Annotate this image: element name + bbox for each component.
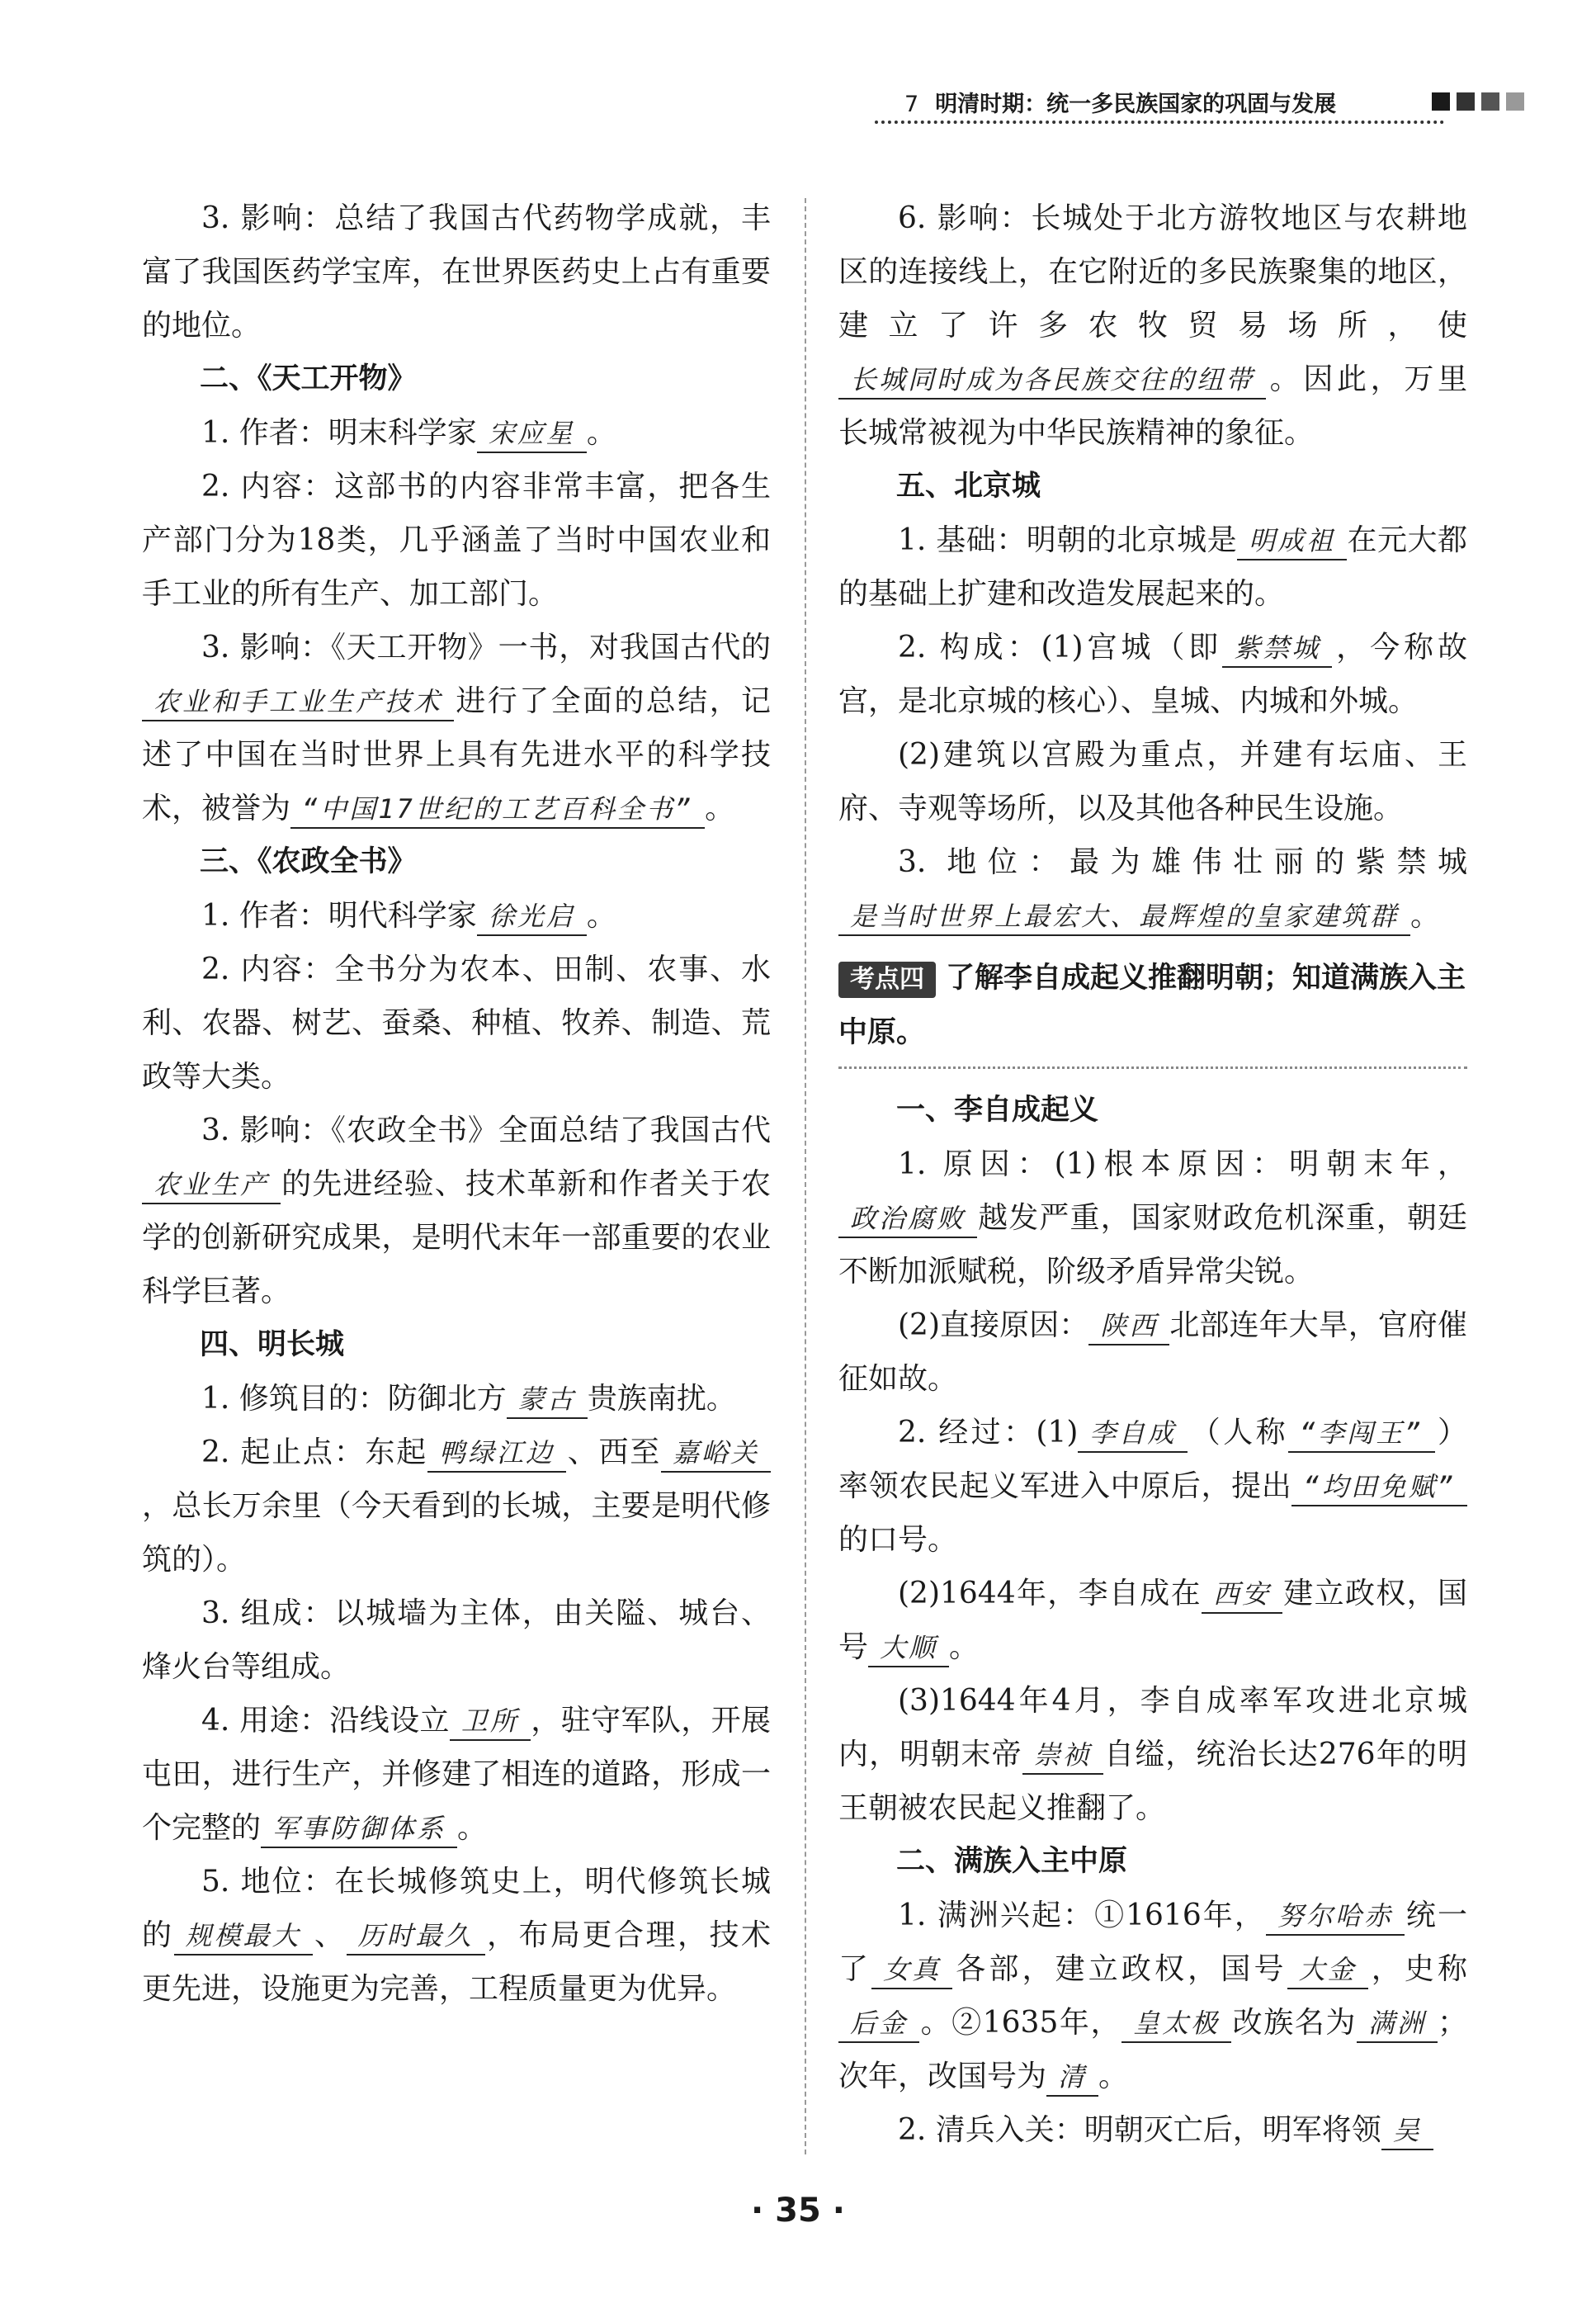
paragraph: 1. 作者：明代科学家 徐光启 。 xyxy=(142,889,771,943)
paragraph: (2)建筑以宫殿为重点，并建有坛庙、王府、寺观等场所，以及其他各种民生设施。 xyxy=(838,738,1467,825)
handwritten-answer: 鸭绿江边 xyxy=(427,1435,566,1473)
handwritten-answer: 农业生产 xyxy=(142,1166,281,1204)
handwritten-answer: “李闯王” xyxy=(1288,1415,1435,1453)
handwritten-answer: 大金 xyxy=(1287,1951,1368,1989)
section-heading: 二、满族入主中原 xyxy=(896,1845,1128,1878)
chapter-number: 7 xyxy=(904,92,919,117)
paragraph: 3. 影响：《天工开物》一书，对我国古代的农业和手工业生产技术 进行了全面的总结，记述了中国在当时世界上具有先进水平的科学技术，被誉为 “中国17世纪的工艺百科全书” 。 xyxy=(142,621,771,835)
paragraph: 1. 作者：明末科学家 宋应星 。 xyxy=(142,406,771,460)
handwritten-answer: 紫禁城 xyxy=(1222,630,1332,668)
paragraph: 1. 原因：(1)根本原因：明朝末年，政治腐败 越发严重，国家财政危机深重，朝廷不断加派赋税，阶级矛盾异常尖锐。 xyxy=(838,1147,1467,1289)
key-point-text: 了解李自成起义推翻明朝；知道满族入主中原。 xyxy=(838,962,1466,1049)
handwritten-answer: 徐光启 xyxy=(477,898,587,936)
handwritten-answer: 崇祯 xyxy=(1022,1737,1103,1775)
section-heading: 三、《农政全书》 xyxy=(200,845,417,878)
page-header xyxy=(875,79,1551,129)
handwritten-answer: 是当时世界上最宏大、最辉煌的皇家建筑群 xyxy=(838,898,1410,936)
handwritten-answer: 陕西 xyxy=(1088,1308,1169,1345)
handwritten-answer: 李自成 xyxy=(1078,1415,1188,1453)
paragraph: 2. 构成：(1)宫城（即 紫禁城 ，今称故宫，是北京城的核心）、皇城、内城和外城。 xyxy=(838,631,1467,718)
paragraph: 1. 修筑目的：防御北方 蒙古 贵族南扰。 xyxy=(142,1372,771,1426)
key-point-badge: 考点四 xyxy=(838,962,936,998)
handwritten-answer: 清 xyxy=(1046,2059,1098,2097)
header-dotted-rule xyxy=(875,121,1444,124)
paragraph: (2)1644年，李自成在 西安 建立政权，国号 大顺 。 xyxy=(838,1567,1467,1674)
handwritten-answer: 努尔哈赤 xyxy=(1266,1898,1405,1936)
handwritten-answer: 嘉峪关 xyxy=(661,1435,771,1473)
column-divider xyxy=(805,198,806,2154)
paragraph: (2)直接原因： 陕西 北部连年大旱，官府催征如故。 xyxy=(838,1308,1467,1396)
handwritten-answer: 规模最大 xyxy=(174,1918,313,1955)
section-heading: 五、北京城 xyxy=(896,470,1041,503)
paragraph: 1. 满洲兴起：①1616年， 努尔哈赤 统一了 女真 各部，建立政权，国号 大金 ，史称后金 。②1635年， 皇太极 改族名为 满洲 ；次年，改国号为 清 。 xyxy=(838,1889,1467,2103)
section-heading: 二、《天工开物》 xyxy=(200,362,417,395)
paragraph: 2. 经过：(1) 李自成 （人称 “李闯王” ）率领农民起义军进入中原后，提出 “均田免赋”的口号。 xyxy=(838,1416,1467,1557)
paragraph: 3. 影响：《农政全书》全面总结了我国古代农业生产 的先进经验、技术革新和作者关于农学的创新研究成果，是明代末年一部重要的农业科学巨著。 xyxy=(142,1114,771,1308)
handwritten-answer: 政治腐败 xyxy=(838,1200,977,1238)
paragraph: 5. 地位：在长城修筑史上，明代修筑长城的 规模最大 、 历时最久 ，布局更合理，技术更先进，设施更为完善，工程质量更为优异。 xyxy=(142,1865,771,2006)
page-number: · 35 · xyxy=(751,2192,845,2230)
handwritten-answer: 后金 xyxy=(838,2005,919,2043)
handwritten-answer: 吴 xyxy=(1381,2112,1433,2150)
section-heading: 四、明长城 xyxy=(200,1328,345,1361)
left-column xyxy=(142,192,771,2016)
handwritten-answer: 大顺 xyxy=(868,1629,949,1667)
handwritten-answer: 卫所 xyxy=(450,1703,531,1741)
paragraph: 2. 内容：全书分为农本、田制、农事、水利、农器、树艺、蚕桑、种植、牧养、制造、荒政等大类。 xyxy=(142,953,771,1094)
paragraph: 6. 影响：长城处于北方游牧地区与农耕地区的连接线上，在它附近的多民族聚集的地区，建立了许多农牧贸易场所，使长城同时成为各民族交往的纽带 。因此，万里长城常被视为中华民族精神的象征。 xyxy=(838,201,1467,450)
paragraph: 2. 清兵入关：明朝灭亡后，明军将领 吴 xyxy=(838,2103,1467,2157)
handwritten-answer: 宋应星 xyxy=(477,415,587,453)
chapter-title: 明清时期：统一多民族国家的巩固与发展 xyxy=(935,92,1337,117)
handwritten-answer: 满洲 xyxy=(1357,2005,1438,2043)
handwritten-answer: 历时最久 xyxy=(347,1918,485,1955)
handwritten-answer: 农业和手工业生产技术 xyxy=(142,683,454,721)
paragraph: (3)1644年4月，李自成率军攻进北京城内，明朝末帝 崇祯 自缢，统治长达276年的明王朝被农民起义推翻了。 xyxy=(838,1684,1467,1825)
paragraph: 3. 组成：以城墙为主体，由关隘、城台、烽火台等组成。 xyxy=(142,1596,771,1684)
header-square-3 xyxy=(1481,92,1499,111)
paragraph: 3. 地位：最为雄伟壮丽的紫禁城是当时世界上最宏大、最辉煌的皇家建筑群 。 xyxy=(838,835,1467,943)
handwritten-answer: 军事防御体系 xyxy=(261,1810,457,1848)
handwritten-answer: 明成祖 xyxy=(1237,523,1347,560)
key-point-banner xyxy=(838,951,1467,1069)
handwritten-answer: 长城同时成为各民族交往的纽带 xyxy=(838,362,1266,400)
header-square-4 xyxy=(1506,92,1524,111)
paragraph: 2. 起止点：东起 鸭绿江边 、西至 嘉峪关，总长万余里（今天看到的长城，主要是明代修筑的）。 xyxy=(142,1435,771,1577)
paragraph: 2. 内容：这部书的内容非常丰富，把各生产部门分为18类，几乎涵盖了当时中国农业和手工业的所有生产、加工部门。 xyxy=(142,470,771,611)
paragraph: 1. 基础：明朝的北京城是 明成祖 在元大都的基础上扩建和改造发展起来的。 xyxy=(838,523,1467,611)
section-heading: 一、李自成起义 xyxy=(896,1094,1099,1127)
header-title xyxy=(904,86,1336,118)
header-square-2 xyxy=(1457,92,1475,111)
handwritten-answer: 蒙古 xyxy=(507,1381,588,1419)
handwritten-answer: “中国17世纪的工艺百科全书” xyxy=(290,791,705,829)
handwritten-answer: 皇太极 xyxy=(1121,2005,1231,2043)
handwritten-answer: 西安 xyxy=(1202,1576,1282,1614)
right-column xyxy=(838,192,1467,2157)
header-square-1 xyxy=(1432,92,1450,111)
handwritten-answer: 女真 xyxy=(871,1951,952,1989)
paragraph: 3. 影响：总结了我国古代药物学成就，丰富了我国医药学宝库，在世界医药史上占有重要的地位。 xyxy=(142,201,771,343)
paragraph: 4. 用途：沿线设立 卫所 ，驻守军队，开展屯田，进行生产，并修建了相连的道路，形成一个完整的 军事防御体系 。 xyxy=(142,1694,771,1855)
handwritten-answer: “均田免赋” xyxy=(1291,1468,1467,1506)
